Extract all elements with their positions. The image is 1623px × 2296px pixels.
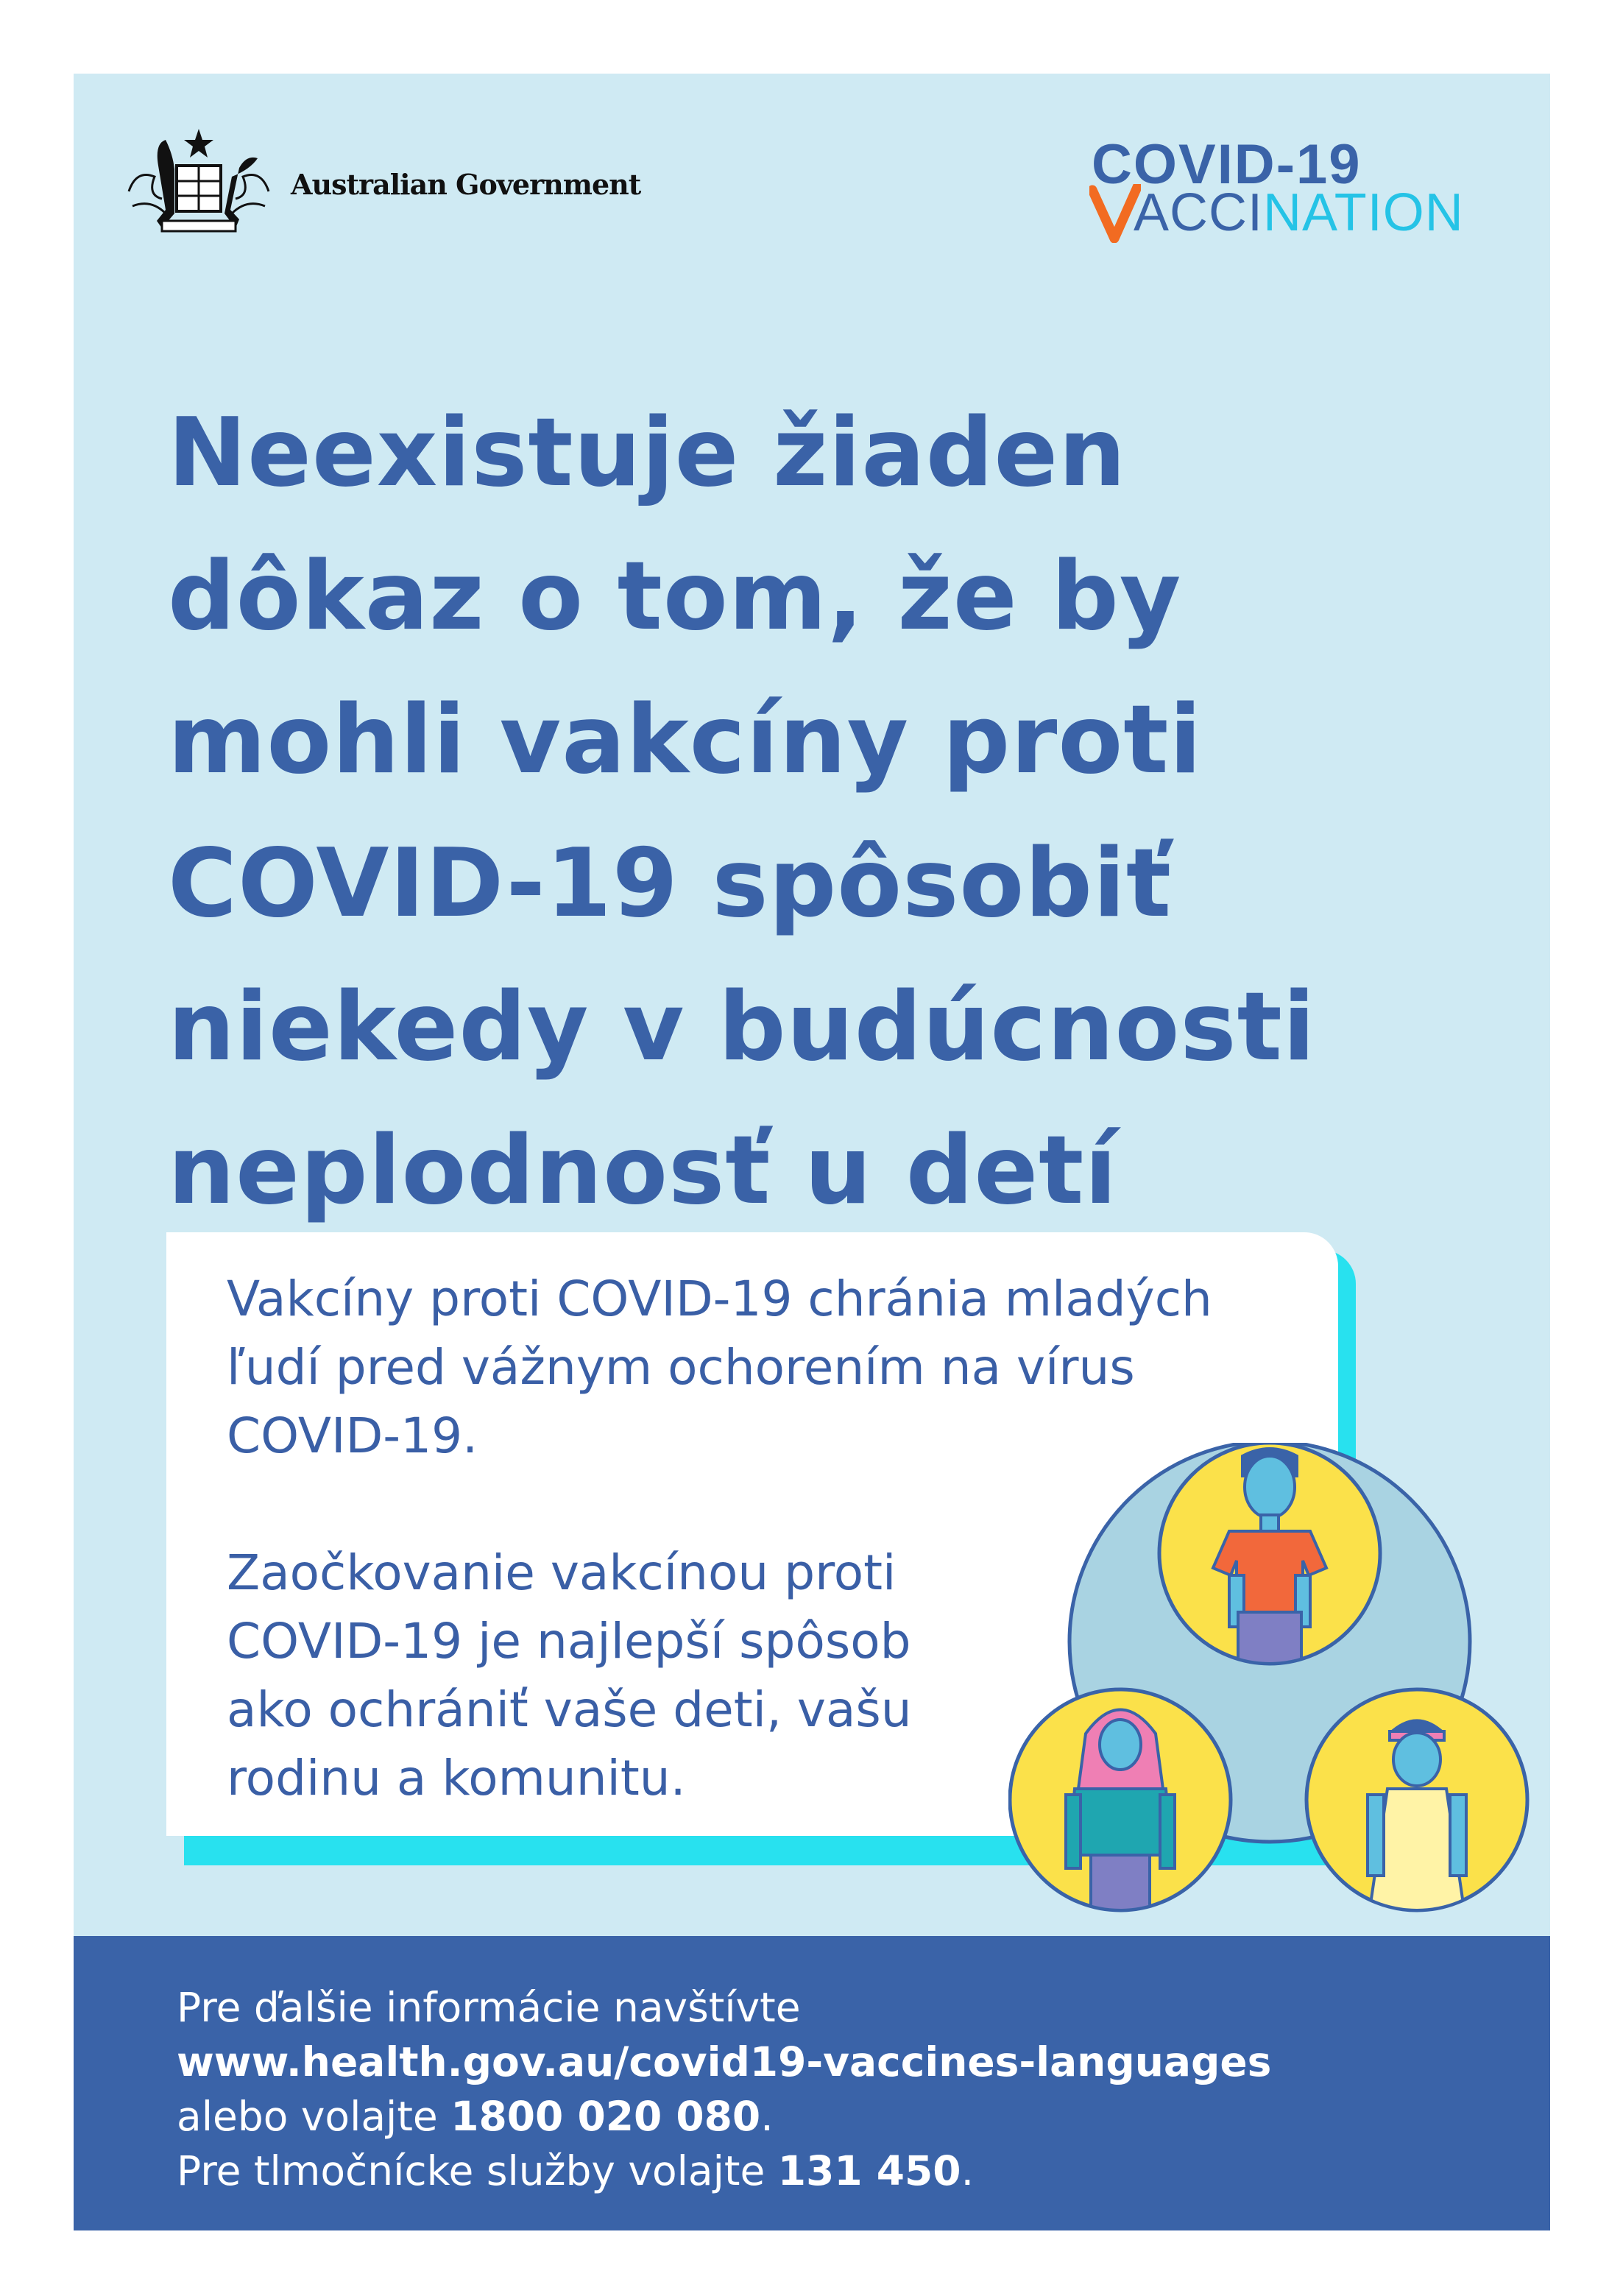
headline	[168, 381, 1530, 1243]
headline-line: Neexistuje žiaden	[168, 398, 1127, 508]
headline-line: mohli vakcíny proti	[168, 685, 1203, 795]
footer-phone-line	[177, 2089, 1271, 2144]
card-line: ako ochrániť vaše deti, vašu	[227, 1681, 912, 1738]
children-illustration	[1008, 1443, 1538, 1929]
card-line: Vakcíny proti COVID-19 chránia mladých	[227, 1271, 1212, 1327]
footer-url-line	[177, 2035, 1271, 2089]
headline-line: neplodnosť u detí	[168, 1116, 1118, 1226]
footer-text	[177, 1980, 1271, 2198]
card-line: rodinu a komunitu.	[227, 1750, 686, 1806]
footer-call-suffix: .	[760, 2093, 774, 2140]
footer-url-link[interactable]: www.health.gov.au/covid19-vaccines-languages	[177, 2038, 1272, 2085]
footer-call-prefix: alebo volajte	[177, 2093, 451, 2140]
girl-hijab-figure	[1010, 1689, 1231, 1921]
footer-phone-number[interactable]: 1800 020 080	[450, 2093, 761, 2140]
government-name: Australian Government	[291, 168, 641, 201]
campaign-logo-line2	[1134, 183, 1464, 243]
card-line: ľudí pred vážnym ochorením na vírus	[227, 1339, 1135, 1396]
headline-line: niekedy v budúcnosti	[168, 972, 1316, 1082]
footer-interpreter-line	[177, 2144, 1271, 2198]
card-paragraph-1	[227, 1265, 1331, 1470]
headline-line: COVID-19 spôsobiť	[168, 829, 1172, 939]
footer-interpreter-suffix: .	[961, 2147, 975, 2194]
campaign-logo-line1: COVID-19	[1092, 133, 1362, 196]
footer-interpreter-prefix: Pre tlmočnícke služby volajte	[177, 2147, 778, 2194]
card-line: COVID-19 je najlepší spôsob	[227, 1613, 911, 1670]
headline-line: dôkaz o tom, že by	[168, 542, 1182, 651]
card-line: Zaočkovanie vakcínou proti	[227, 1544, 897, 1601]
campaign-logo-nation: NATION	[1263, 183, 1464, 242]
campaign-logo-acci: ACCI	[1134, 183, 1264, 242]
card-line: COVID-19.	[227, 1407, 478, 1464]
footer-interpreter-number[interactable]: 131 450	[777, 2147, 961, 2194]
footer-info-line: Pre ďalšie informácie navštívte	[177, 1984, 801, 2031]
girl-figure	[1306, 1689, 1527, 1914]
